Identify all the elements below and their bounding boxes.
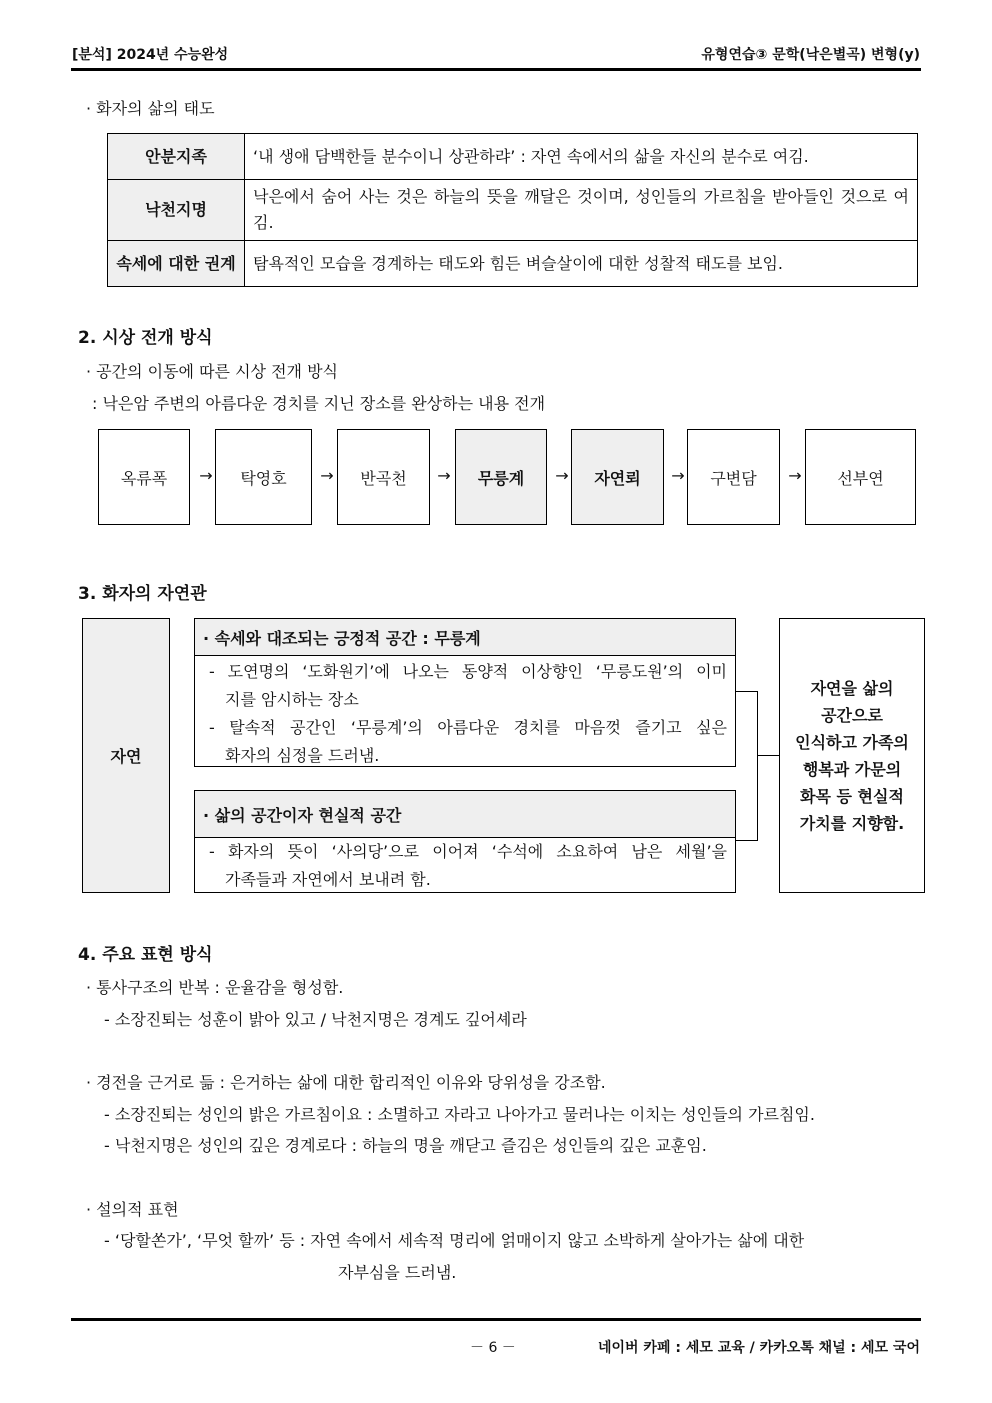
list-item: - 탈속적 공간인 ‘무릉계’의 아름다운 경치를 마음껏 즐기고 싶은 [209,718,727,737]
list-item: 화자의 심정을 드러냄. [225,746,380,765]
place-box: 탁영호 [215,429,312,525]
place-box: 구변담 [687,429,780,525]
arrow-icon: → [437,466,451,485]
header-right: 유형연습③ 문학(낙은별곡) 변형(y) [701,47,920,63]
real-space-head: · 삶의 공간이자 현실적 공간 [195,791,735,838]
positive-space-box [194,618,736,767]
expression-bullet: · 통사구조의 반복 : 운율감을 형성함. [86,978,344,997]
connector-line [757,691,758,841]
summary-line: 행복과 가문의 [802,759,902,779]
summary-line: 가치를 지향함. [799,813,905,833]
section-title-4: 4. 주요 표현 방식 [78,945,213,965]
header-rule [71,68,921,71]
attitude-key: 속세에 대한 권계 [108,241,245,287]
flow-bullet: · 공간의 이동에 따른 시상 전개 방식 [86,362,338,381]
table-row [108,134,918,180]
list-item: 자부심을 드러냄. [338,1263,457,1282]
attitude-table [107,133,918,287]
expression-bullet: · 경전을 근거로 듦 : 은거하는 삶에 대한 합리적인 이유와 당위성을 강조함. [86,1073,606,1092]
positive-space-body [195,656,735,770]
footer-rule [71,1318,921,1321]
table-row [108,241,918,287]
arrow-icon: → [555,466,569,485]
arrow-icon: → [199,466,213,485]
list-item: - ‘당할쏜가’, ‘무엇 할까’ 등 : 자연 속에서 세속적 명리에 얽매이지 않고 소박하게 살아가는 삶에 대한 [104,1231,805,1250]
list-item: - 화자의 뜻이 ‘사의당’으로 이어져 ‘수석에 소요하여 남은 세월’을 [209,842,727,861]
place-box: 반곡천 [337,429,430,525]
real-space-body [195,838,735,894]
footer-text: 네이버 카페 : 세모 교육 / 카카오톡 채널 : 세모 국어 [597,1340,920,1356]
summary-line: 자연을 삶의 [810,678,894,698]
positive-space-head: · 속세와 대조되는 긍정적 공간 : 무릉계 [195,619,735,656]
list-item: 가족들과 자연에서 보내려 함. [225,870,431,889]
list-item: - 소장진퇴는 성인의 밝은 가르침이요 : 소멸하고 자라고 나아가고 물러나는 이치는 성인들의 가르침임. [104,1105,815,1124]
place-box: 선부연 [805,429,916,525]
attitude-value: 낙은에서 숨어 사는 것은 하늘의 뜻을 깨달은 것이며, 성인들의 가르침을 받아들인 것으로 여김. [245,180,918,241]
section-title-2: 2. 시상 전개 방식 [78,328,213,348]
connector-line [736,691,758,692]
summary-line: 인식하고 가족의 [795,732,909,752]
expression-bullet: · 설의적 표현 [86,1200,179,1219]
attitude-key: 안분지족 [108,134,245,180]
real-space-box [194,790,736,893]
place-box-highlight: 무릉계 [455,429,547,525]
attitude-key: 낙천지명 [108,180,245,241]
attitude-value: 탐욕적인 모습을 경계하는 태도와 힘든 벼슬살이에 대한 성찰적 태도를 보임. [245,241,918,287]
place-box-highlight: 자연뢰 [571,429,664,525]
page-number: － 6 － [470,1340,516,1356]
place-box: 옥류폭 [98,429,190,525]
header-left: [분석] 2024년 수능완성 [72,47,229,63]
list-item: - 도연명의 ‘도화원기’에 나오는 동양적 이상향인 ‘무릉도원’의 이미 [209,662,727,681]
nature-label: 자연 [82,618,170,893]
list-item: - 소장진퇴는 성훈이 밝아 있고 / 낙천지명은 경계도 깊어셰라 [104,1010,527,1029]
arrow-icon: → [671,466,685,485]
connector-line [757,755,779,756]
summary-line: 공간으로 [821,705,883,725]
summary-line: 화목 등 현실적 [800,786,904,806]
connector-line [736,840,758,841]
list-item: 지를 암시하는 장소 [225,690,359,709]
flow-subtext: : 낙은암 주변의 아름다운 경치를 지닌 장소를 완상하는 내용 전개 [92,394,546,413]
nature-view-summary [779,618,925,893]
section-title-3: 3. 화자의 자연관 [78,584,207,604]
arrow-icon: → [320,466,334,485]
table-row [108,180,918,241]
arrow-icon: → [788,466,802,485]
attitude-value: ‘내 생애 담백한들 분수이니 상관하랴’ : 자연 속에서의 삶을 자신의 분수로 여김. [245,134,918,180]
attitude-bullet: · 화자의 삶의 태도 [86,99,215,118]
list-item: - 낙천지명은 성인의 깊은 경계로다 : 하늘의 명을 깨닫고 즐김은 성인들의 깊은 교훈임. [104,1136,707,1155]
